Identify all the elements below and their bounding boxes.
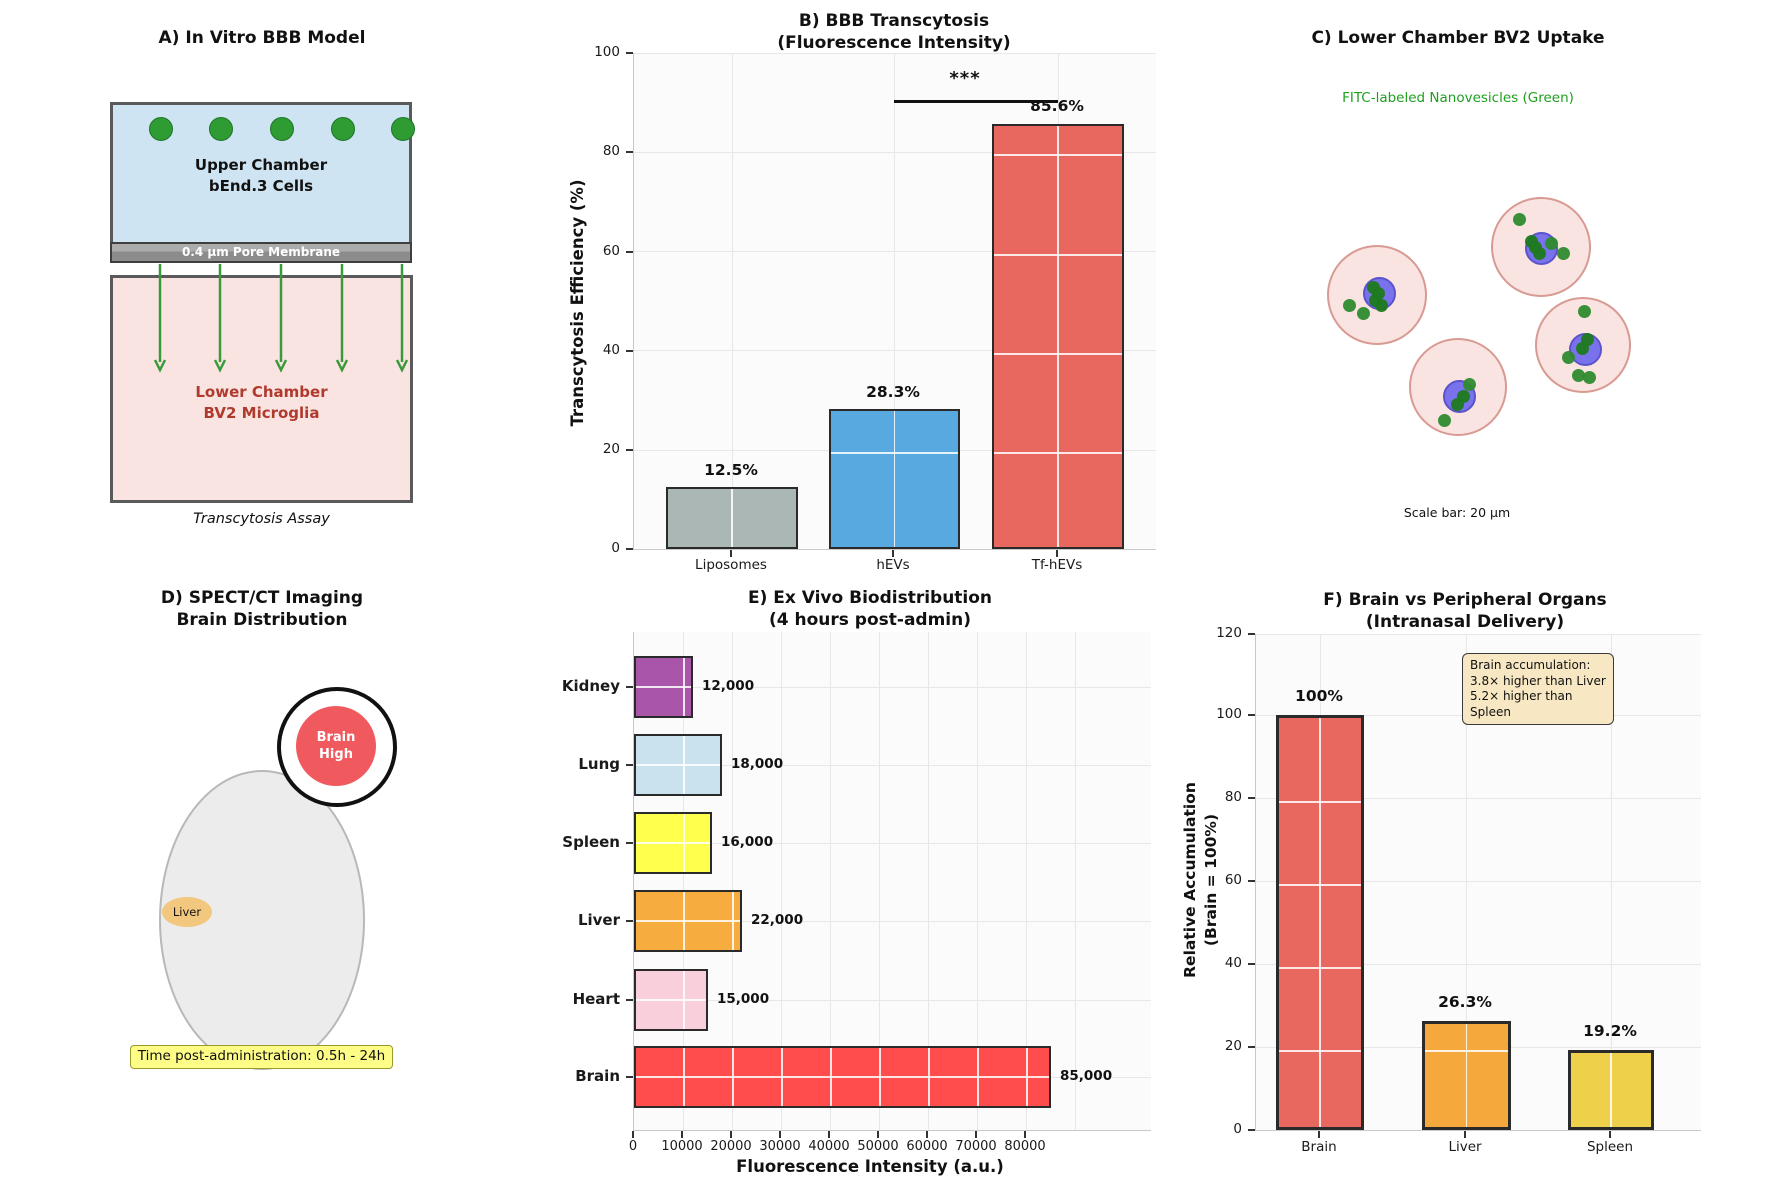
tick-mark: [681, 1131, 683, 1138]
y-tick-label: 20: [1224, 1038, 1242, 1054]
y-category-label: Brain: [575, 1067, 620, 1085]
bv2-cell: [1327, 245, 1427, 345]
tick-mark: [1056, 550, 1058, 557]
brain-hotspot-line1: Brain: [316, 730, 356, 745]
gridline: [634, 53, 1156, 54]
tick-mark: [1318, 1131, 1320, 1138]
fitc-vesicle-dot: [1375, 299, 1388, 312]
tick-mark: [626, 449, 633, 451]
fitc-vesicle-dot: [1578, 305, 1591, 318]
scale-bar-label: Scale bar: 20 μm: [1403, 505, 1511, 520]
brain-hotspot: [296, 706, 376, 786]
pore-membrane-bar: [110, 242, 412, 263]
fitc-vesicle-dot: [1562, 351, 1575, 364]
x-tick-label: 60000: [906, 1139, 948, 1154]
panel-e-value-label: 12,000: [702, 678, 755, 694]
panel-e-value-label: 15,000: [717, 991, 770, 1007]
upper-chamber-label-line2: bEnd.3 Cells: [208, 177, 314, 195]
fitc-vesicle-dot: [1576, 342, 1589, 355]
y-tick-label: 100: [1216, 706, 1242, 722]
panel-e-bar-brain: [634, 1046, 1051, 1108]
panel-e-x-axis-label: Fluorescence Intensity (a.u.): [736, 1157, 1004, 1176]
y-category-label: Kidney: [561, 677, 620, 695]
x-tick-label: 50000: [857, 1139, 899, 1154]
brain-hotspot-line2: High: [319, 747, 353, 762]
tick-mark: [730, 550, 732, 557]
fitc-vesicle-dot: [1343, 299, 1356, 312]
lower-chamber-label-line2: BV2 Microglia: [203, 404, 320, 422]
y-tick-label: 40: [602, 342, 620, 358]
panel-d-title-line1: D) SPECT/CT Imaging: [160, 588, 364, 608]
panel-f-y-axis-label-line1: Relative Accumulation: [1181, 782, 1199, 978]
y-category-label: Heart: [572, 990, 620, 1008]
fitc-vesicle-dot: [1438, 414, 1451, 427]
panel-e-plot-area: [633, 632, 1151, 1131]
tick-mark: [626, 350, 633, 352]
y-tick-label: 40: [1224, 955, 1242, 971]
y-tick-label: 120: [1216, 625, 1242, 641]
panel-e-subtitle: (4 hours post-admin): [768, 610, 972, 630]
tick-mark: [877, 1131, 879, 1138]
panel-f-bar-brain: [1276, 715, 1364, 1130]
tick-mark: [632, 1131, 634, 1138]
panel-e-value-label: 16,000: [721, 834, 774, 850]
tick-mark: [626, 1076, 633, 1078]
tick-mark: [1464, 1131, 1466, 1138]
panel-a-title: A) In Vitro BBB Model: [158, 28, 366, 48]
tick-mark: [1248, 1129, 1255, 1131]
upper-chamber-label-line1: Upper Chamber: [194, 156, 328, 174]
significance-stars: ***: [949, 68, 981, 89]
tick-mark: [828, 1131, 830, 1138]
panel-e-bar-lung: [634, 734, 722, 796]
tick-mark: [1609, 1131, 1611, 1138]
x-tick-label: 40000: [808, 1139, 850, 1154]
nanovesicle-dot: [391, 117, 415, 141]
panel-e-title: E) Ex Vivo Biodistribution: [747, 588, 993, 608]
fitc-vesicle-dot: [1533, 247, 1546, 260]
tick-mark: [626, 548, 633, 550]
y-tick-label: 100: [594, 44, 620, 60]
tick-mark: [1024, 1131, 1026, 1138]
panel-e-bar-liver: [634, 890, 742, 952]
panel-b-value-label: 28.3%: [866, 383, 920, 401]
panel-c-subtitle: FITC-labeled Nanovesicles (Green): [1342, 90, 1574, 106]
x-tick-label: Liposomes: [695, 557, 767, 573]
tick-mark: [1248, 797, 1255, 799]
panel-f-subtitle: (Intranasal Delivery): [1365, 612, 1565, 632]
tick-mark: [626, 686, 633, 688]
lower-chamber-label: [110, 382, 413, 424]
fitc-vesicle-dot: [1357, 307, 1370, 320]
tick-mark: [626, 251, 633, 253]
panel-f-bar-spleen: [1568, 1050, 1654, 1130]
annotation-box: [1462, 653, 1614, 725]
bv2-cell: [1535, 297, 1631, 393]
panel-f-value-label: 100%: [1295, 687, 1343, 705]
tick-mark: [626, 999, 633, 1001]
y-tick-label: 60: [1224, 872, 1242, 888]
tick-mark: [730, 1131, 732, 1138]
nanovesicle-dot: [270, 117, 294, 141]
panel-e-bar-heart: [634, 969, 708, 1031]
fitc-vesicle-dot: [1451, 398, 1464, 411]
gridline: [1256, 634, 1701, 635]
upper-chamber-label: [110, 155, 412, 197]
x-tick-label: Spleen: [1586, 1139, 1634, 1155]
fitc-vesicle-dot: [1583, 371, 1596, 384]
panel-f-value-label: 19.2%: [1583, 1022, 1637, 1040]
panel-f-bar-liver: [1422, 1021, 1511, 1130]
x-tick-label: Brain: [1301, 1139, 1337, 1155]
y-tick-label: 20: [602, 441, 620, 457]
fitc-vesicle-dot: [1557, 247, 1570, 260]
panel-b-bar-tf-hevs: [992, 124, 1124, 549]
panel-e-bar-kidney: [634, 656, 693, 718]
y-tick-label: 0: [611, 540, 620, 556]
bv2-cell: [1409, 338, 1507, 436]
fitc-vesicle-dot: [1463, 378, 1476, 391]
x-tick-label: 30000: [759, 1139, 801, 1154]
nanovesicle-dot: [209, 117, 233, 141]
panel-e-bar-spleen: [634, 812, 712, 874]
tick-mark: [892, 550, 894, 557]
tick-mark: [626, 842, 633, 844]
time-note-box: Time post-administration: 0.5h - 24h: [130, 1045, 393, 1069]
tick-mark: [1248, 963, 1255, 965]
panel-f-value-label: 26.3%: [1438, 993, 1492, 1011]
gridline: [1075, 632, 1076, 1130]
x-tick-label: 0: [628, 1139, 638, 1154]
y-category-label: Liver: [577, 911, 620, 929]
tick-mark: [626, 151, 633, 153]
panel-b-value-label: 12.5%: [704, 461, 758, 479]
tick-mark: [626, 52, 633, 54]
x-tick-label: 20000: [710, 1139, 752, 1154]
panel-f-y-axis-label: [1180, 740, 1224, 1020]
panel-c-title: C) Lower Chamber BV2 Uptake: [1311, 28, 1605, 48]
gridline: [634, 1000, 1151, 1001]
panel-b-subtitle: (Fluorescence Intensity): [777, 33, 1011, 53]
tick-mark: [1248, 714, 1255, 716]
x-tick-label: hEVs: [876, 557, 910, 573]
annotation-line3: 5.2× higher than Spleen: [1470, 689, 1573, 719]
tick-mark: [626, 764, 633, 766]
y-tick-label: 60: [602, 243, 620, 259]
panel-d-title-line2: Brain Distribution: [176, 610, 348, 630]
x-tick-label: 80000: [1004, 1139, 1046, 1154]
liver-region: Liver: [162, 897, 212, 927]
panel-b-value-label: 85.6%: [1030, 97, 1084, 115]
annotation-line1: Brain accumulation:: [1470, 658, 1591, 672]
annotation-line2: 3.8× higher than Liver: [1470, 673, 1606, 688]
x-tick-label: 70000: [955, 1139, 997, 1154]
y-category-label: Lung: [578, 755, 620, 773]
panel-e-value-label: 85,000: [1060, 1068, 1113, 1084]
panel-b-bar-liposomes: [666, 487, 798, 549]
tick-mark: [1248, 1046, 1255, 1048]
x-tick-label: Liver: [1448, 1139, 1482, 1155]
tick-mark: [975, 1131, 977, 1138]
bv2-cell: [1491, 197, 1591, 297]
y-category-label: Spleen: [562, 833, 620, 851]
pore-membrane-label: 0.4 μm Pore Membrane: [181, 245, 341, 259]
y-tick-label: 80: [602, 143, 620, 159]
fitc-vesicle-dot: [1545, 237, 1558, 250]
transcytosis-arrows: [110, 262, 412, 376]
tick-mark: [1248, 880, 1255, 882]
panel-e-value-label: 18,000: [731, 756, 784, 772]
x-tick-label: Tf-hEVs: [1031, 557, 1083, 573]
x-tick-label: 10000: [661, 1139, 703, 1154]
panel-f-y-axis-label-line2: (Brain = 100%): [1202, 813, 1220, 947]
tick-mark: [1248, 633, 1255, 635]
lower-chamber-label-line1: Lower Chamber: [195, 383, 328, 401]
tick-mark: [626, 920, 633, 922]
panel-b-bar-hevs: [829, 409, 960, 549]
y-tick-label: 80: [1224, 789, 1242, 805]
tick-mark: [926, 1131, 928, 1138]
nanovesicle-dot: [149, 117, 173, 141]
panel-b-title: B) BBB Transcytosis: [798, 11, 990, 31]
fitc-vesicle-dot: [1513, 213, 1526, 226]
panel-e-value-label: 22,000: [751, 912, 804, 928]
y-tick-label: 0: [1233, 1121, 1242, 1137]
tick-mark: [779, 1131, 781, 1138]
panel-b-y-axis-label: Transcytosis Efficiency (%): [568, 179, 587, 427]
panel-f-title: F) Brain vs Peripheral Organs: [1323, 590, 1607, 610]
panel-a-caption: Transcytosis Assay: [193, 511, 330, 527]
nanovesicle-dot: [331, 117, 355, 141]
